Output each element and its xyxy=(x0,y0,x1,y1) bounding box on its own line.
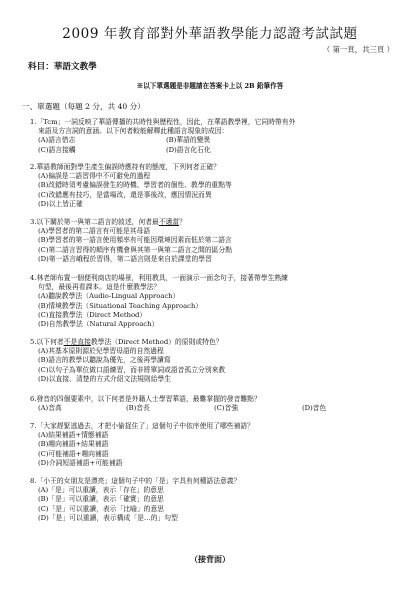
option-d: (D)自然教學法（Natural Approach） xyxy=(38,320,159,329)
option-c: (C)音強 xyxy=(214,404,239,413)
exam-title: 2009 年教育部對外華語教學能力認證考試試題 xyxy=(62,26,358,42)
option-a: (A)學習者的第二語言有可能是其母語 xyxy=(38,227,151,236)
option-d: (D)「是」可以重讀，表示構成「是…的」句型 xyxy=(38,513,178,522)
option-a: (A)語言借志 xyxy=(38,136,76,145)
option-d: (D)語言化石化 xyxy=(166,145,211,154)
stem-text-end: ？ xyxy=(179,218,187,226)
question-stem-continued: 句型，最後再看課本。這是什麼教學法？ xyxy=(38,283,161,292)
option-d: (D)以直接、清楚的方式介紹文法規則給學生 xyxy=(38,374,172,383)
option-c: (C)「是」可以重讀，表示「比喻」的意思 xyxy=(38,504,165,513)
stem-text-end: 教學法（Direct Method）的原則或特色？ xyxy=(90,338,223,346)
option-b: (B)改錯時須考慮偏誤發生的時機、學習者的個性、教學的重點等 xyxy=(38,181,232,190)
question-stem: 4.林老師布置一個便利商店的場景，利用教具，一面演示一面念句子，接著帶學生熟練 xyxy=(30,274,288,282)
question-4 xyxy=(30,274,400,329)
option-a: (A)結果補語+情態補語 xyxy=(38,431,109,440)
option-a: (A)「是」可以重讀，表示「存在」的意思 xyxy=(38,486,164,495)
question-stem: 8.「小王的女朋友是漂亮」這個句子中的「是」字具有何種語法意義？ xyxy=(30,477,241,485)
option-c: (C)第二語言習得的順序有機會與其第一與第二語言之間的區分點 xyxy=(38,245,233,254)
option-b: (B)華語的變異 xyxy=(166,136,211,145)
option-a: (A)其基本原則源於兒學習母語的自然過程 xyxy=(38,347,164,356)
question-7 xyxy=(30,422,400,468)
answer-notice: ※以下單選題是非題請在答案卡上以 2B 鉛筆作答 xyxy=(136,82,284,90)
question-5 xyxy=(30,338,400,384)
question-stem: 6.發音的四個要素中，以下何者是外籍人士學習華語，最難掌握的發音難點？ xyxy=(30,395,261,403)
stem-underlined-text: 不適當 xyxy=(158,218,180,226)
question-stem: 2.華語教師面對學生產生偏誤時應持有的態度，下列何者正確？ xyxy=(30,163,220,171)
option-c: (C)直接教學法（Direct Method） xyxy=(38,310,147,319)
stem-text: 3.以下關於第一與第二語言的敘述，何者最 xyxy=(30,218,159,226)
subject-label: 科目：華語文教學 xyxy=(28,62,97,72)
question-6 xyxy=(30,395,400,413)
option-a: (A)音高 xyxy=(38,404,62,413)
option-c: (C)以句子為單位做口語練習，而非將單詞或語音孤立分別來教 xyxy=(38,365,226,374)
option-b: (B)情境教學法（Situational Teaching Approach） xyxy=(38,301,203,310)
question-stem: 1.「Tcm」一詞反映了華語傳播的共時性與歷程性，因此，在華語教學裡，它同時帶有外 xyxy=(30,118,296,126)
question-8 xyxy=(30,477,400,523)
option-grid xyxy=(30,136,400,154)
question-1 xyxy=(30,118,400,155)
option-a: (A)聽說教學法（Audio-Lingual Approach） xyxy=(38,292,180,301)
question-2 xyxy=(30,163,400,209)
question-stem xyxy=(30,218,400,227)
option-b: (B)語言的教學以聽說為優先，之後再學讀寫 xyxy=(38,356,171,365)
question-stem-continued: 來語及方言詞的意涵。以下何者較能解釋此種語言現象的成因： xyxy=(38,127,229,136)
option-c: (C)語言接觸 xyxy=(38,145,76,154)
option-d: (D)以上皆正確 xyxy=(38,199,83,208)
option-b: (B)學習者的第一語言使用頻率有可能因環境因素而低於第二語言 xyxy=(38,236,232,245)
option-grid xyxy=(30,404,400,413)
option-b: (B)「是」可以重讀，表示「確實」的意思 xyxy=(38,495,164,504)
option-d: (D)音色 xyxy=(302,404,327,413)
question-stem xyxy=(30,338,400,347)
question-stem: 7.「大家趕緊逃過去，才把小偷捉住了」這個句子中依序使用了哪些補語？ xyxy=(30,422,254,430)
stem-text: 5.以下何者 xyxy=(30,338,64,346)
page-indicator: （ 第一頁，共三頁 ） xyxy=(322,45,394,54)
stem-underlined-text: 不是直接 xyxy=(63,338,91,346)
option-c: (C)可能補語+趨向補語 xyxy=(38,449,109,458)
continue-on-back-label: （接背面） xyxy=(190,554,230,564)
option-d: (D)第一語言峨程於習得，第二語言則是來自於課堂的學習 xyxy=(38,254,212,263)
option-a: (A)偏誤是二語習得中不可避免的過程 xyxy=(38,172,151,181)
option-d: (D)介詞短語補語+可能補語 xyxy=(38,458,123,467)
section-heading: 一、單選題（每題 2 分，共 40 分） xyxy=(22,102,145,111)
option-c: (C)改錯應有技巧，是當場改，還是事後改，應因情況而異 xyxy=(38,190,212,199)
question-3 xyxy=(30,218,400,264)
option-b: (B)音長 xyxy=(126,404,150,413)
option-b: (B)趨向補語+結果補語 xyxy=(38,440,109,449)
